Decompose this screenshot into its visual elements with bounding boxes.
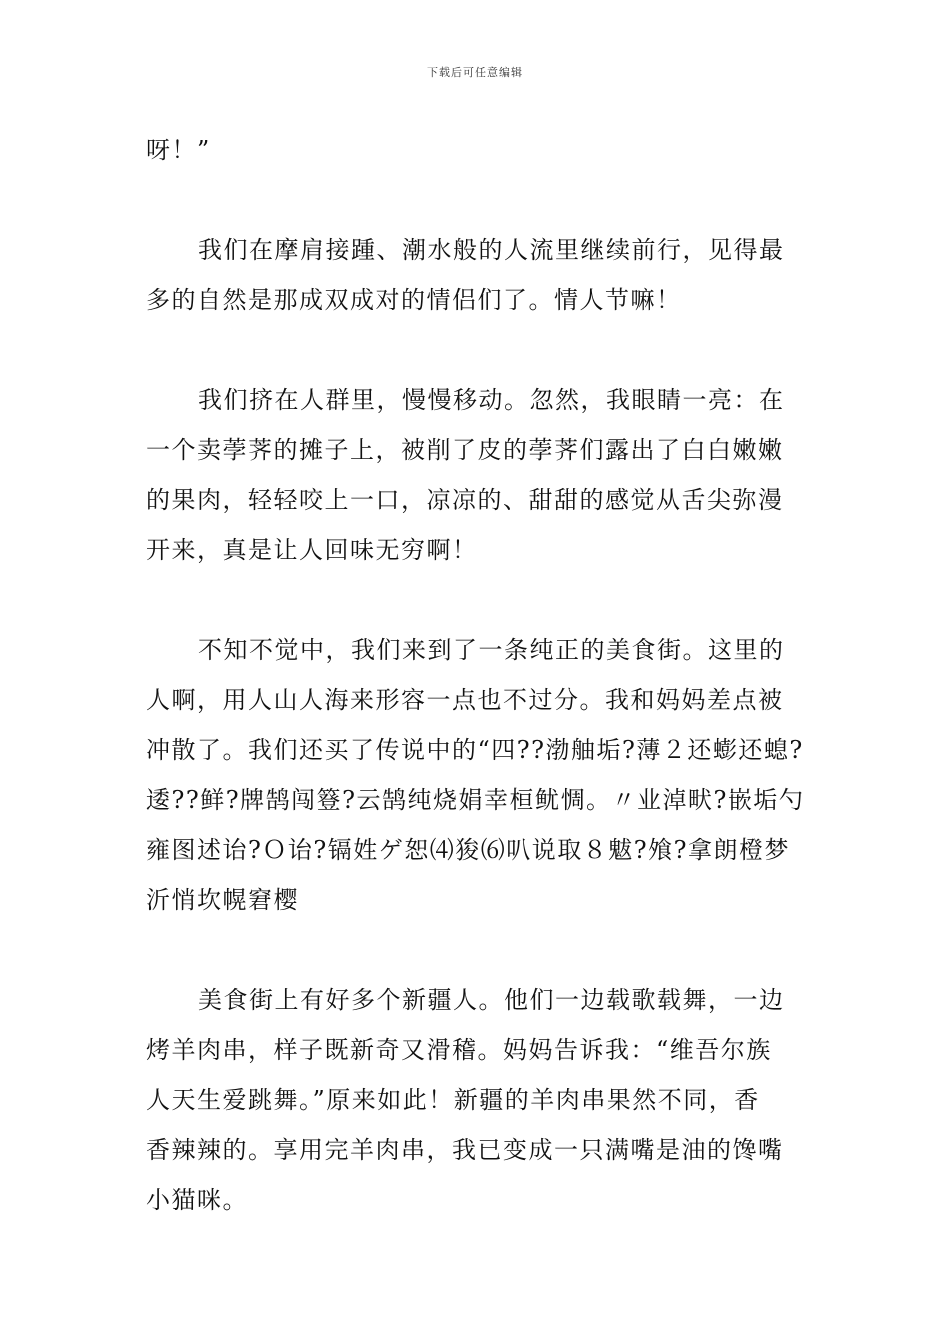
paragraph-line: 烤羊肉串，样子既新奇又滑稽。妈妈告诉我：“维吾尔族 bbox=[146, 1036, 772, 1064]
page-header: 下载后可任意编辑 bbox=[427, 66, 523, 79]
paragraph-line: 香辣辣的。享用完羊肉串，我已变成一只满嘴是油的馋嘴 bbox=[146, 1136, 784, 1164]
paragraph-line: 一个卖荸荠的摊子上，被削了皮的荸荠们露出了白白嫩嫩 bbox=[146, 436, 784, 464]
paragraph-line: 呀！” bbox=[146, 136, 211, 164]
paragraph-line: 逶??鲜?牌鹄闯簦?云鹄纯烧娟幸桓鱿惆。〃业淖畎?嵌垢勺 bbox=[146, 786, 805, 814]
paragraph-line: 人啊，用人山人海来形容一点也不过分。我和妈妈差点被 bbox=[146, 686, 784, 714]
paragraph-line: 我们挤在人群里，慢慢移动。忽然，我眼睛一亮：在 bbox=[198, 386, 785, 414]
paragraph-line: 美食街上有好多个新疆人。他们一边载歌载舞，一边 bbox=[198, 986, 785, 1014]
paragraph-line: 的果肉，轻轻咬上一口，凉凉的、甜甜的感觉从舌尖弥漫 bbox=[146, 486, 784, 514]
paragraph-line: 人天生爱跳舞。”原来如此！新疆的羊肉串果然不同，香 bbox=[146, 1086, 760, 1114]
paragraph-line: 我们在摩肩接踵、潮水般的人流里继续前行，见得最 bbox=[198, 236, 785, 264]
paragraph-line: 小猫咪。 bbox=[146, 1186, 248, 1214]
paragraph-line: 冲散了。我们还买了传说中的“四??渤舳垢?薄２还蟛还螅? bbox=[146, 736, 804, 764]
paragraph-line: 沂悄坎幌窘樱 bbox=[146, 886, 299, 914]
paragraph-line: 开来，真是让人回味无穷啊！ bbox=[146, 536, 478, 564]
paragraph-line: 雍图述诒?Ｏ诒?镉姓ゲ恕⑷狻⑹叭说取８魃?飧?拿朗橙梦 bbox=[146, 836, 790, 864]
paragraph-line: 不知不觉中，我们来到了一条纯正的美食街。这里的 bbox=[198, 636, 785, 664]
paragraph-line: 多的自然是那成双成对的情侣们了。情人节嘛！ bbox=[146, 286, 682, 314]
